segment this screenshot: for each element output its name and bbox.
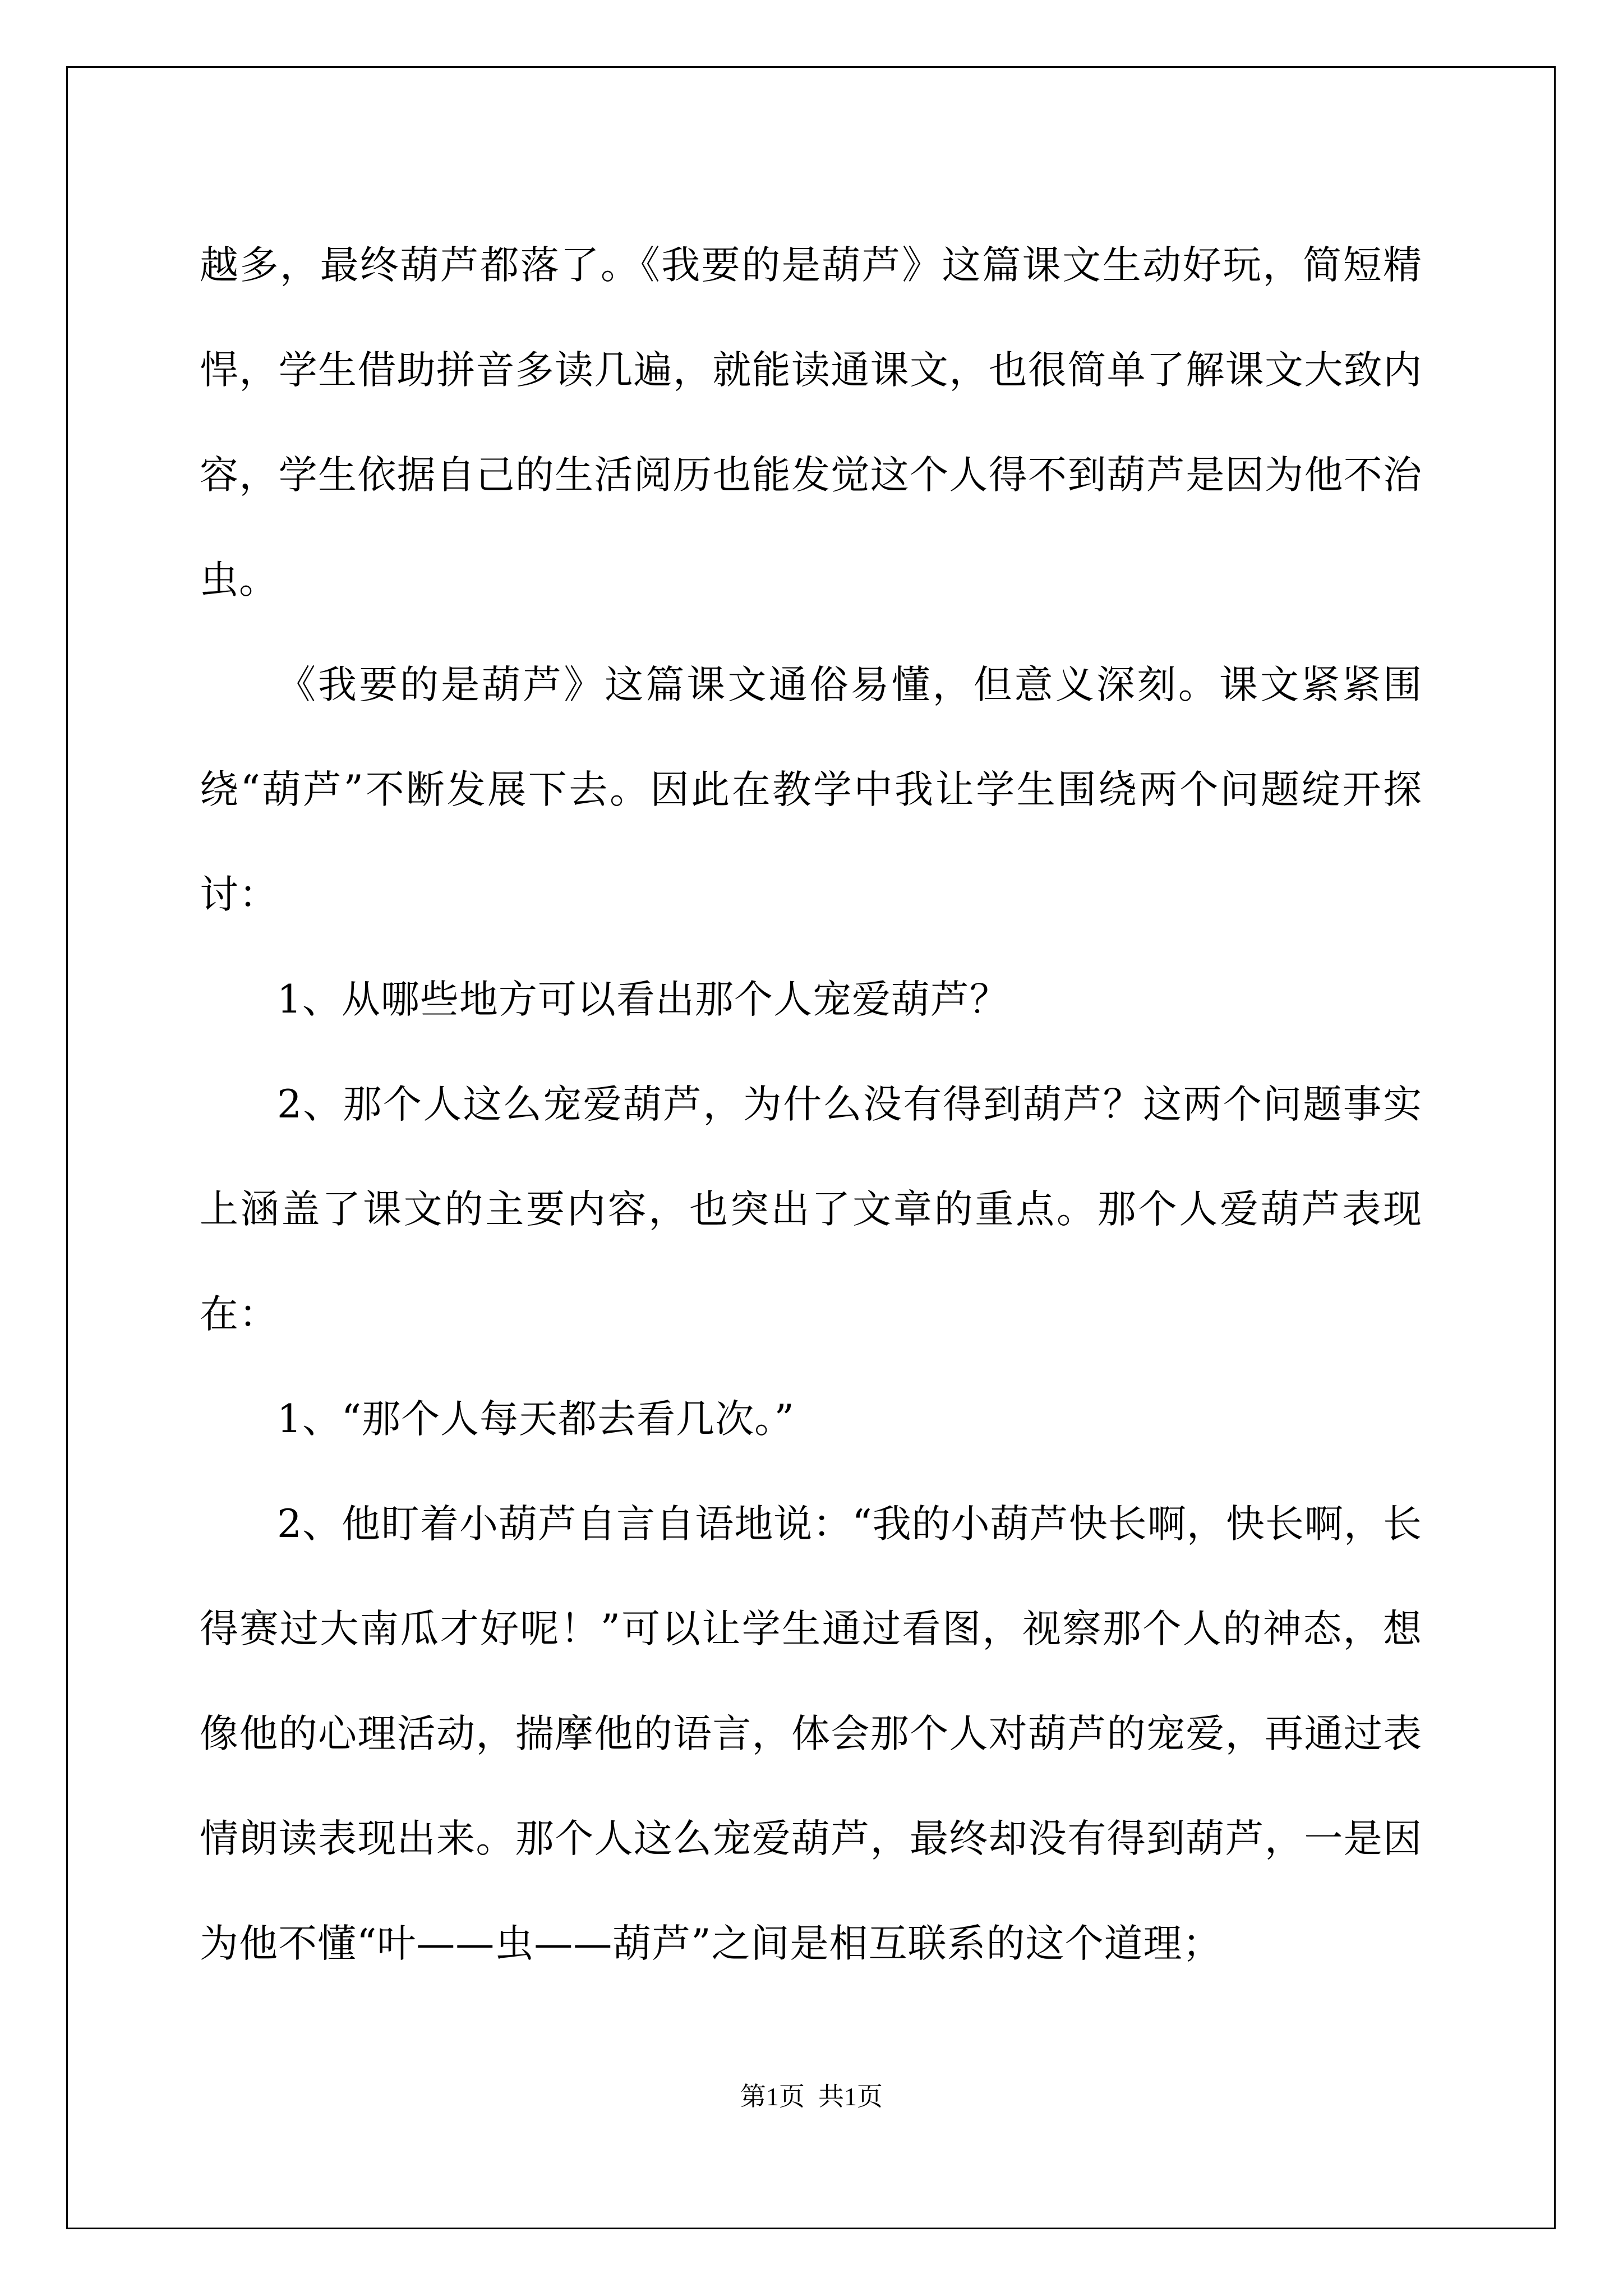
paragraph-1: 越多，最终葫芦都落了。《我要的是葫芦》这篇课文生动好玩，简短精悍，学生借助拼音多读几遍，就能读通课文，也很简单了解课文大致内容，学生依据自己的生活阅历也能发觉这个人得不到葫芦是因为他不治虫。 — [200, 243, 1422, 602]
paragraph-2: 《我要的是葫芦》这篇课文通俗易懂，但意义深刻。课文紧紧围绕“葫芦”不断发展下去。因此在教学中我让学生围绕两个问题绽开探讨： — [200, 662, 1422, 917]
page-footer — [0, 2080, 1623, 2114]
paragraph-4: 2、那个人这么宠爱葫芦，为什么没有得到葫芦？这两个问题事实上涵盖了课文的主要内容，也突出了文章的重点。那个人爱葫芦表现在： — [200, 1082, 1422, 1337]
document-body — [200, 213, 1422, 1996]
page-total: 共1页 — [818, 2082, 883, 2111]
paragraph-5: 1、“那个人每天都去看几次。” — [277, 1397, 795, 1442]
page-number: 第1页 — [740, 2082, 805, 2111]
paragraph-3: 1、从哪些地方可以看出那个人宠爱葫芦？ — [277, 977, 1009, 1022]
paragraph-6: 2、他盯着小葫芦自言自语地说：“我的小葫芦快长啊，快长啊，长得赛过大南瓜才好呢！”可以让学生通过看图，视察那个人的神态，想像他的心理活动，揣摩他的语言，体会那个人对葫芦的宠爱，再通过表情朗读表现出来。那个人这么宠爱葫芦，最终却没有得到葫芦，一是因为他不懂“叶——虫——葫芦”之间是相互联系的这个道理； — [200, 1502, 1422, 1966]
